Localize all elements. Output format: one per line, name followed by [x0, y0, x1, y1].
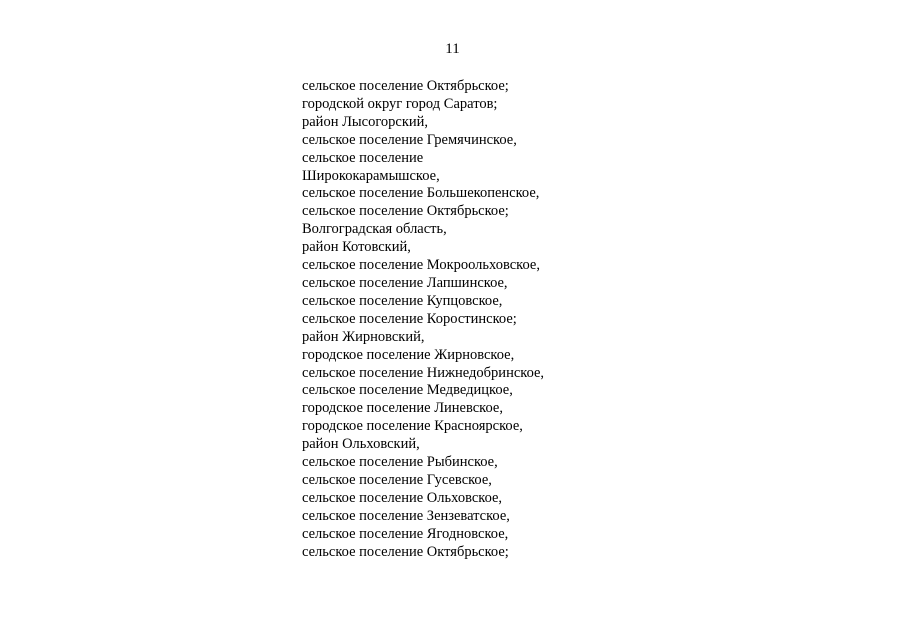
list-item: сельское поселение Октябрьское; [302, 203, 509, 220]
list-item: городское поселение Красноярское, [302, 418, 523, 435]
list-item: городское поселение Линевское, [302, 400, 503, 417]
list-item: сельское поселение Ольховское, [302, 489, 503, 506]
list-item: Волгоградская область, [302, 221, 447, 238]
list-item: сельское поселение Коростинское; [302, 310, 517, 327]
list-item: сельское поселение Большекопенское, [302, 185, 540, 202]
list-item: сельское поселение Нижнедобринское, [302, 364, 545, 381]
list-item: сельское поселение Рыбинское, [302, 454, 498, 471]
territory-list [302, 78, 722, 561]
list-item: район Лысогорский, [302, 113, 429, 130]
list-item: сельское поселение Мокроольховское, [302, 257, 540, 274]
list-item: сельское поселение Лапшинское, [302, 274, 508, 291]
list-item: сельское поселение Зензеватское, [302, 507, 510, 524]
list-item: сельское поселение Медведицкое, [302, 382, 513, 399]
list-item: городское поселение Жирновское, [302, 346, 515, 363]
list-item: сельское поселение Гусевское, [302, 471, 492, 488]
list-item: сельское поселение Октябрьское; [302, 543, 509, 560]
page-number: 11 [445, 41, 460, 57]
list-item: сельское поселение Купцовское, [302, 292, 503, 309]
list-item: район Котовский, [302, 239, 411, 256]
list-item: сельское поселение Гремячинское, [302, 131, 517, 148]
list-item: Ширококарамышское, [302, 167, 440, 184]
list-item: городской округ город Саратов; [302, 95, 498, 112]
list-item: сельское поселение [302, 149, 424, 166]
list-item: сельское поселение Ягодновское, [302, 525, 509, 542]
list-item: сельское поселение Октябрьское; [302, 78, 509, 94]
list-item: район Ольховский, [302, 436, 420, 453]
list-item: район Жирновский, [302, 328, 425, 345]
